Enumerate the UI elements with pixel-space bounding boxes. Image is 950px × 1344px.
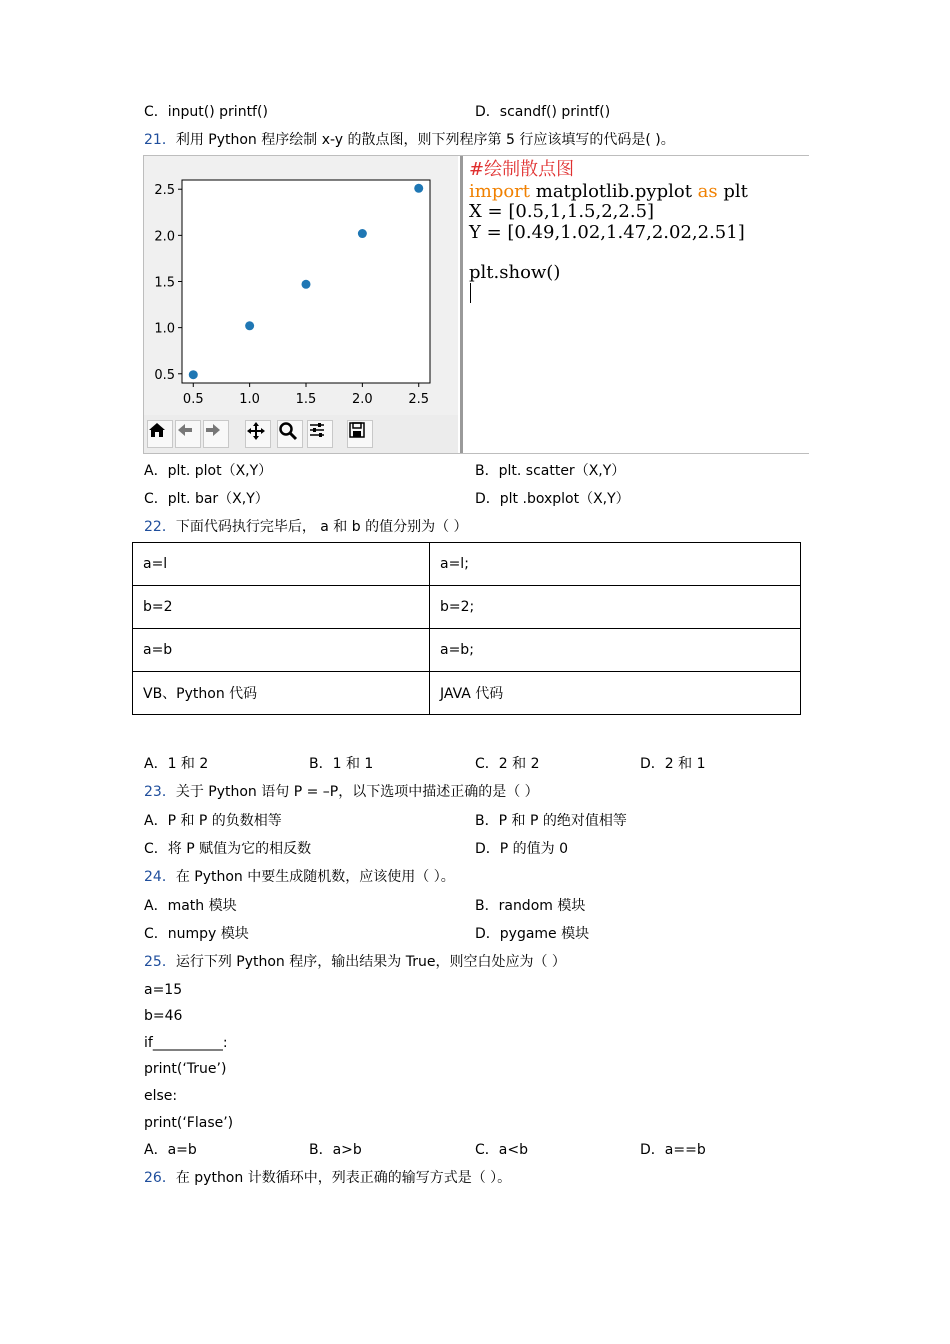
save-icon[interactable] (347, 420, 373, 448)
back-icon[interactable] (175, 420, 201, 448)
q25-text: 运行下列 Python 程序，输出结果为 True，则空白处应为（ ） (175, 954, 566, 970)
code-import-line (469, 182, 748, 202)
q25-question (144, 952, 566, 972)
q24-number: 24． (144, 869, 176, 885)
code-import-keyword: import (469, 181, 531, 202)
table-row (133, 586, 801, 629)
q25-code-line: b=46 (144, 1008, 183, 1024)
q23-number: 23． (144, 784, 176, 800)
table-cell: b=2 (133, 586, 430, 629)
y-tick-label: 0.5 (154, 367, 175, 383)
q26-number: 26． (144, 1170, 176, 1186)
x-tick-label: 1.0 (239, 392, 260, 407)
scatter-point (245, 321, 254, 330)
q23-option-a: A．P 和 P 的负数相等 (144, 813, 282, 829)
scatter-point (302, 280, 311, 289)
q20-option-c: C．input() printf() (144, 104, 268, 120)
home-icon[interactable] (147, 420, 173, 448)
plot-pane (144, 156, 458, 453)
q22-option-c: C．2 和 2 (475, 756, 540, 772)
table-row (133, 629, 801, 672)
x-tick-label: 2.5 (408, 392, 430, 407)
q21-figure (143, 155, 809, 454)
q21-question (144, 130, 675, 150)
code-as-keyword: as (697, 181, 718, 202)
q25-option-a: A．a=b (144, 1142, 197, 1158)
q24-option-a: A．math 模块 (144, 898, 237, 914)
q24-option-d: D．pygame 模块 (475, 926, 590, 942)
code-comment: #绘制散点图 (469, 159, 575, 180)
q23-option-b: B．P 和 P 的绝对值相等 (475, 813, 627, 829)
code-show-line: plt.show() (469, 262, 561, 283)
table-row (133, 672, 801, 715)
q22-text: 下面代码执行完毕后， a 和 b 的值分别为（ ） (175, 519, 468, 535)
table-cell: a=b (133, 629, 430, 672)
code-editor[interactable] (460, 156, 811, 453)
q25-code-line: else: (144, 1088, 178, 1104)
q22-number: 22． (144, 519, 176, 535)
code-y-line: Y = [0.49,1.02,1.47,2.02,2.51] (469, 222, 745, 243)
table-cell: a=l; (430, 543, 801, 586)
table-row (133, 543, 801, 586)
q22-option-b: B．1 和 1 (309, 756, 374, 772)
forward-icon[interactable] (203, 420, 229, 448)
y-tick-label: 2.5 (154, 183, 175, 199)
q24-option-b: B．random 模块 (475, 898, 586, 914)
q25-number: 25． (144, 954, 176, 970)
y-tick-label: 2.0 (154, 229, 175, 245)
scatter-point (189, 370, 198, 379)
q21-option-c: C．plt. bar（X,Y） (144, 491, 269, 507)
q21-option-d: D．plt .boxplot（X,Y） (475, 491, 630, 507)
q24-option-c: C．numpy 模块 (144, 926, 249, 942)
configure-icon[interactable] (307, 420, 333, 448)
q25-code-line: if__________: (144, 1035, 228, 1051)
code-import-alias: plt (717, 181, 748, 202)
y-tick-label: 1.0 (154, 321, 175, 337)
q26-text: 在 python 计数循环中，列表正确的输写方式是（ ）。 (175, 1170, 512, 1186)
q21-option-b: B．plt. scatter（X,Y） (475, 463, 626, 479)
table-cell: b=2; (430, 586, 801, 629)
scatter-point (414, 184, 423, 193)
q25-code-line: print(‘Flase’) (144, 1115, 234, 1131)
q21-number: 21． (144, 132, 176, 148)
q25-option-d: D．a==b (640, 1142, 706, 1158)
plot-toolbar (144, 415, 458, 453)
q22-option-d: D．2 和 1 (640, 756, 706, 772)
y-tick-label: 1.5 (154, 275, 175, 291)
q23-option-d: D．P 的值为 0 (475, 841, 569, 857)
zoom-icon[interactable] (277, 420, 303, 448)
scatter-point (358, 229, 367, 238)
q21-text: 利用 Python 程序绘制 x-y 的散点图，则下列程序第 5 行应该填写的代码是( )。 (175, 132, 675, 148)
q25-option-c: C．a<b (475, 1142, 528, 1158)
table-cell: JAVA 代码 (430, 672, 801, 715)
q25-option-b: B．a>b (309, 1142, 362, 1158)
q24-text: 在 Python 中要生成随机数，应该使用（ ）。 (175, 869, 455, 885)
q20-option-d: D．scandf() printf() (475, 104, 611, 120)
code-import-module: matplotlib.pyplot (530, 181, 698, 202)
q22-option-a: A．1 和 2 (144, 756, 209, 772)
q26-question (144, 1168, 511, 1188)
pan-icon[interactable] (245, 420, 271, 448)
x-tick-label: 1.5 (295, 392, 317, 407)
q23-option-c: C．将 P 赋值为它的相反数 (144, 841, 312, 857)
text-cursor (470, 283, 471, 303)
q22-question (144, 517, 468, 537)
q24-question (144, 867, 455, 887)
q22-code-table (132, 542, 801, 715)
q25-code-line: a=15 (144, 982, 183, 998)
q23-question (144, 782, 539, 802)
x-tick-label: 2.0 (352, 392, 373, 407)
q21-option-a: A．plt. plot（X,Y） (144, 463, 273, 479)
table-cell: VB、Python 代码 (133, 672, 430, 715)
table-cell: a=b; (430, 629, 801, 672)
code-x-line: X = [0.5,1,1.5,2,2.5] (469, 201, 655, 222)
q23-text: 关于 Python 语句 P = –P，以下选项中描述正确的是（ ） (175, 784, 539, 800)
x-tick-label: 0.5 (182, 392, 204, 407)
scatter-chart (144, 156, 458, 415)
table-cell: a=l (133, 543, 430, 586)
q25-code-line: print(‘True’) (144, 1061, 227, 1077)
